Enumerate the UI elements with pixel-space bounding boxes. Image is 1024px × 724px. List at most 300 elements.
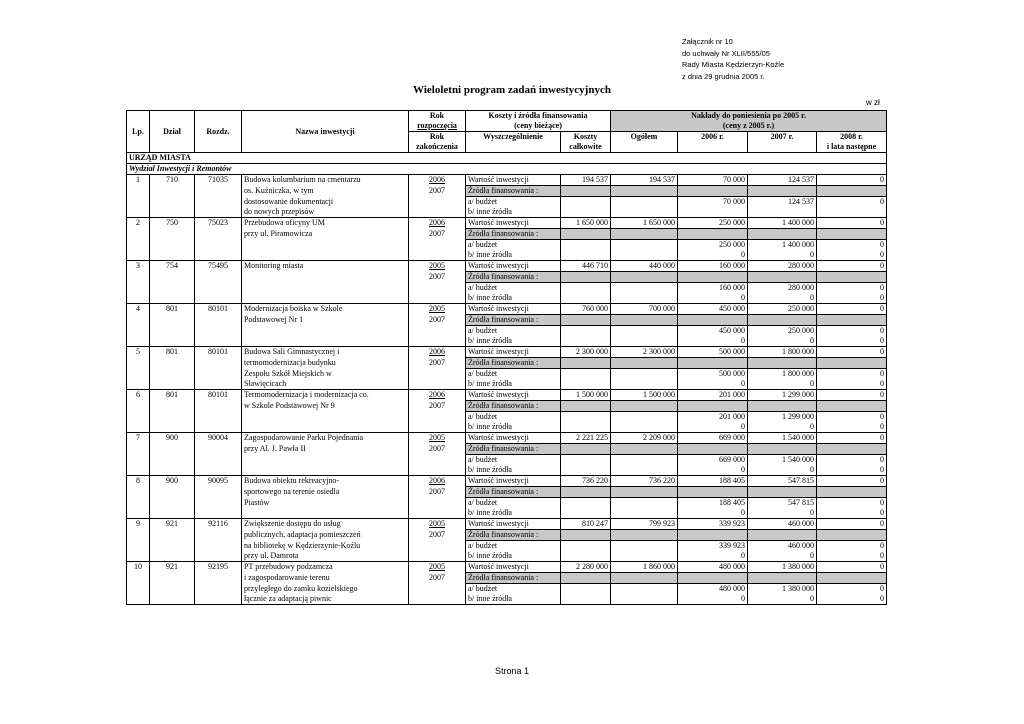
header-naklady-label: Nakłady do poniesienia po 2005 r.: [691, 111, 806, 120]
total-cost: 1 500 000: [561, 390, 611, 401]
investment-name: na bibliotekę w Kędzierzynie-Koźlu: [242, 541, 409, 552]
year-cell: [409, 584, 466, 595]
start-year: 2005: [409, 562, 466, 573]
shaded-cell: [611, 444, 678, 455]
label-inne: b/ inne źródła: [466, 293, 561, 304]
dzial-cell: 754: [150, 261, 195, 272]
label-budzet: a/ budżet: [466, 541, 561, 552]
other-2006: 0: [678, 336, 748, 347]
shaded-cell: [678, 358, 748, 369]
rozdz-cell: 92195: [195, 562, 242, 573]
table-row: [127, 175, 887, 186]
label-inne: b/ inne źródła: [466, 336, 561, 347]
year-cell: [409, 508, 466, 519]
shaded-cell: [561, 186, 611, 197]
other-2008: [817, 207, 887, 218]
outlay-cell: [611, 541, 678, 552]
rozdz-cell: [195, 573, 242, 584]
shaded-cell: [611, 315, 678, 326]
outlay-2008: 0: [817, 519, 887, 530]
budget-2006: 669 000: [678, 455, 748, 466]
outlay-total: 1 650 000: [611, 218, 678, 229]
end-year: 2007: [409, 444, 466, 455]
lp-cell: [127, 594, 150, 605]
shaded-cell: [561, 272, 611, 283]
outlay-total: 1 500 000: [611, 390, 678, 401]
annex-line: Załącznik nr 10: [682, 37, 733, 46]
rozdz-cell: [195, 283, 242, 294]
end-year: 2007: [409, 401, 466, 412]
other-2007: 0: [748, 336, 817, 347]
outlay-2008: 0: [817, 304, 887, 315]
outlay-cell: [611, 207, 678, 218]
total-cost: 810 247: [561, 519, 611, 530]
dzial-cell: 801: [150, 347, 195, 358]
rozdz-cell: 75495: [195, 261, 242, 272]
lp-cell: [127, 358, 150, 369]
start-year: 2006: [409, 347, 466, 358]
other-2007: 0: [748, 379, 817, 390]
cost-cell: [561, 541, 611, 552]
rozdz-cell: [195, 455, 242, 466]
table-row: [127, 594, 887, 605]
year-cell: [409, 551, 466, 562]
other-2008: 0: [817, 508, 887, 519]
investment-name: [242, 283, 409, 294]
investment-name: PT przebudowy podzamcza: [242, 562, 409, 573]
dzial-cell: [150, 455, 195, 466]
table-row: [127, 476, 887, 487]
label-zrodla: Źródła finansowania :: [466, 573, 561, 584]
outlay-total: 440 000: [611, 261, 678, 272]
total-cost: 1 650 000: [561, 218, 611, 229]
shaded-cell: [561, 444, 611, 455]
end-year: 2007: [409, 229, 466, 240]
outlay-total: 2 300 000: [611, 347, 678, 358]
label-inne: b/ inne źródła: [466, 465, 561, 476]
lp-cell: [127, 573, 150, 584]
label-budzet: a/ budżet: [466, 197, 561, 208]
shaded-cell: [611, 487, 678, 498]
header-lata-nastepne: i lata następne: [826, 142, 877, 151]
table-row: [127, 326, 887, 337]
budget-2007: 460 000: [748, 541, 817, 552]
label-wartosc: Wartość inwestycji: [466, 390, 561, 401]
outlay-2008: 0: [817, 347, 887, 358]
end-year: 2007: [409, 530, 466, 541]
shaded-cell: [817, 444, 887, 455]
label-budzet: a/ budżet: [466, 240, 561, 251]
other-2007: 0: [748, 594, 817, 605]
label-budzet: a/ budżet: [466, 412, 561, 423]
end-year: 2007: [409, 487, 466, 498]
label-zrodla: Źródła finansowania :: [466, 401, 561, 412]
year-cell: [409, 412, 466, 423]
shaded-cell: [678, 530, 748, 541]
year-cell: [409, 541, 466, 552]
lp-cell: [127, 250, 150, 261]
label-budzet: a/ budżet: [466, 455, 561, 466]
investment-name: [242, 412, 409, 423]
budget-2007: 1 380 000: [748, 584, 817, 595]
cost-cell: [561, 551, 611, 562]
shaded-cell: [611, 401, 678, 412]
other-2007: 0: [748, 465, 817, 476]
investment-name: os. Kuźniczka, w tym: [242, 186, 409, 197]
table-row: [127, 186, 887, 197]
other-2008: 0: [817, 594, 887, 605]
investment-name: w Szkole Podstawowej Nr 9: [242, 401, 409, 412]
investment-name: Budowa obiektu rekreacyjno-: [242, 476, 409, 487]
table-row: [127, 541, 887, 552]
lp-cell: 8: [127, 476, 150, 487]
other-2006: 0: [678, 551, 748, 562]
other-2008: 0: [817, 465, 887, 476]
dzial-cell: 921: [150, 519, 195, 530]
budget-2007: 1 800 000: [748, 369, 817, 380]
other-2007: [748, 207, 817, 218]
shaded-cell: [611, 573, 678, 584]
shaded-cell: [748, 358, 817, 369]
outlay-2007: 124 537: [748, 175, 817, 186]
dzial-cell: [150, 283, 195, 294]
investment-name: Termomodernizacja i modernizacja co.: [242, 390, 409, 401]
rozdz-cell: [195, 358, 242, 369]
shaded-cell: [561, 315, 611, 326]
label-zrodla: Źródła finansowania :: [466, 315, 561, 326]
rozdz-cell: [195, 250, 242, 261]
annex-line: z dnia 29 grudnia 2005 r.: [682, 71, 765, 81]
budget-2008: 0: [817, 283, 887, 294]
rozdz-cell: [195, 197, 242, 208]
dzial-cell: 801: [150, 390, 195, 401]
lp-cell: [127, 444, 150, 455]
department-title: Wydział Inwestycji i Remontów: [127, 164, 887, 175]
rozdz-cell: [195, 508, 242, 519]
lp-cell: [127, 186, 150, 197]
table-row: [127, 465, 887, 476]
outlay-cell: [611, 508, 678, 519]
budget-2008: 0: [817, 412, 887, 423]
label-wartosc: Wartość inwestycji: [466, 261, 561, 272]
table-row: [127, 315, 887, 326]
year-cell: [409, 240, 466, 251]
rozdz-cell: 80101: [195, 347, 242, 358]
rozdz-cell: [195, 315, 242, 326]
rozdz-cell: 71035: [195, 175, 242, 186]
lp-cell: [127, 541, 150, 552]
investment-name: [242, 422, 409, 433]
label-wartosc: Wartość inwestycji: [466, 175, 561, 186]
label-wartosc: Wartość inwestycji: [466, 218, 561, 229]
other-2008: 0: [817, 336, 887, 347]
currency-unit: w zł: [866, 98, 880, 107]
other-2007: 0: [748, 293, 817, 304]
shaded-cell: [561, 573, 611, 584]
cost-cell: [561, 508, 611, 519]
header-rok-end: [409, 132, 466, 153]
rozdz-cell: [195, 240, 242, 251]
dzial-cell: [150, 584, 195, 595]
outlay-total: 799 923: [611, 519, 678, 530]
dzial-cell: [150, 197, 195, 208]
total-cost: 446 710: [561, 261, 611, 272]
budget-2007: 1 540 000: [748, 455, 817, 466]
budget-2006: 250 000: [678, 240, 748, 251]
budget-2008: 0: [817, 584, 887, 595]
rozdz-cell: [195, 379, 242, 390]
table-row: [127, 551, 887, 562]
rozdz-cell: [195, 326, 242, 337]
dzial-cell: 750: [150, 218, 195, 229]
table-row: [127, 422, 887, 433]
budget-2007: 280 000: [748, 283, 817, 294]
year-cell: [409, 250, 466, 261]
lp-cell: [127, 197, 150, 208]
total-cost: 736 220: [561, 476, 611, 487]
other-2006: 0: [678, 379, 748, 390]
rozdz-cell: [195, 207, 242, 218]
dzial-cell: [150, 444, 195, 455]
header-zakonczenia: zakończenia: [416, 142, 458, 151]
outlay-2006: 669 000: [678, 433, 748, 444]
label-inne: b/ inne źródła: [466, 551, 561, 562]
header-rok-label: Rok: [429, 111, 445, 120]
shaded-cell: [817, 272, 887, 283]
shaded-cell: [561, 401, 611, 412]
investment-name: Sławięcicach: [242, 379, 409, 390]
label-inne: b/ inne źródła: [466, 422, 561, 433]
shaded-cell: [817, 186, 887, 197]
dzial-cell: [150, 315, 195, 326]
investment-name: publicznych, adaptacja pomieszczeń: [242, 530, 409, 541]
rozdz-cell: [195, 584, 242, 595]
outlay-2007: 1 800 000: [748, 347, 817, 358]
lp-cell: [127, 498, 150, 509]
label-budzet: a/ budżet: [466, 498, 561, 509]
investment-name: [242, 336, 409, 347]
budget-2006: 339 923: [678, 541, 748, 552]
rozdz-cell: [195, 369, 242, 380]
shaded-cell: [678, 186, 748, 197]
lp-cell: [127, 240, 150, 251]
dzial-cell: [150, 250, 195, 261]
header-lp: Lp.: [127, 111, 150, 153]
outlay-2007: 460 000: [748, 519, 817, 530]
rozdz-cell: [195, 498, 242, 509]
table-row: [127, 218, 887, 229]
shaded-cell: [817, 229, 887, 240]
dzial-cell: [150, 498, 195, 509]
rozdz-cell: [195, 412, 242, 423]
other-2006: 0: [678, 594, 748, 605]
outlay-cell: [611, 594, 678, 605]
label-wartosc: Wartość inwestycji: [466, 304, 561, 315]
lp-cell: [127, 551, 150, 562]
outlay-2007: 1 299 000: [748, 390, 817, 401]
dzial-cell: [150, 422, 195, 433]
investment-name: Monitoring miasta: [242, 261, 409, 272]
table-row: [127, 390, 887, 401]
other-2008: 0: [817, 551, 887, 562]
dzial-cell: [150, 272, 195, 283]
budget-2008: 0: [817, 541, 887, 552]
lp-cell: [127, 465, 150, 476]
label-zrodla: Źródła finansowania :: [466, 229, 561, 240]
dzial-cell: [150, 401, 195, 412]
investment-name: przy Al. J. Pawła II: [242, 444, 409, 455]
dzial-cell: 921: [150, 562, 195, 573]
cost-cell: [561, 498, 611, 509]
rozdz-cell: [195, 186, 242, 197]
cost-cell: [561, 283, 611, 294]
cost-cell: [561, 369, 611, 380]
outlay-2007: 1 540 000: [748, 433, 817, 444]
other-2008: 0: [817, 293, 887, 304]
start-year: 2005: [409, 261, 466, 272]
year-cell: [409, 326, 466, 337]
budget-2008: 0: [817, 498, 887, 509]
rozdz-cell: [195, 465, 242, 476]
investment-name: Zwiększenie dostępu do usług: [242, 519, 409, 530]
lp-cell: 4: [127, 304, 150, 315]
rozdz-cell: [195, 229, 242, 240]
table-row: [127, 379, 887, 390]
budget-2007: 124 537: [748, 197, 817, 208]
shaded-cell: [748, 573, 817, 584]
label-wartosc: Wartość inwestycji: [466, 433, 561, 444]
header-ogolem: Ogółem: [611, 132, 678, 153]
table-row: [127, 508, 887, 519]
label-wartosc: Wartość inwestycji: [466, 519, 561, 530]
year-cell: [409, 594, 466, 605]
investment-name: Budowa kolumbarium na cmentarzu: [242, 175, 409, 186]
budget-2006: 70 000: [678, 197, 748, 208]
header-ceny-biezace: (ceny bieżące): [514, 121, 562, 130]
rozdz-cell: [195, 401, 242, 412]
total-cost: 760 000: [561, 304, 611, 315]
table-row: [127, 401, 887, 412]
dzial-cell: [150, 369, 195, 380]
shaded-cell: [611, 530, 678, 541]
shaded-cell: [748, 487, 817, 498]
lp-cell: 6: [127, 390, 150, 401]
outlay-cell: [611, 422, 678, 433]
cost-cell: [561, 422, 611, 433]
investment-name: Piastów: [242, 498, 409, 509]
outlay-2007: 1 380 000: [748, 562, 817, 573]
outlay-total: 700 000: [611, 304, 678, 315]
year-cell: [409, 207, 466, 218]
budget-2006: 450 000: [678, 326, 748, 337]
table-row: [127, 261, 887, 272]
shaded-cell: [748, 401, 817, 412]
shaded-cell: [748, 530, 817, 541]
other-2006: [678, 207, 748, 218]
rozdz-cell: [195, 422, 242, 433]
outlay-cell: [611, 465, 678, 476]
shaded-cell: [817, 573, 887, 584]
budget-2006: 480 000: [678, 584, 748, 595]
header-rozdz: Rozdz.: [195, 111, 242, 153]
header-2008: [817, 132, 887, 153]
other-2007: 0: [748, 422, 817, 433]
dzial-cell: [150, 326, 195, 337]
budget-2007: 547 815: [748, 498, 817, 509]
shaded-cell: [561, 358, 611, 369]
investment-name: przyległego do zamku kozielskiego: [242, 584, 409, 595]
year-cell: [409, 336, 466, 347]
label-wartosc: Wartość inwestycji: [466, 562, 561, 573]
header-2007: 2007 r.: [748, 132, 817, 153]
dzial-cell: [150, 186, 195, 197]
budget-2006: 160 000: [678, 283, 748, 294]
outlay-cell: [611, 379, 678, 390]
shaded-cell: [748, 315, 817, 326]
label-wartosc: Wartość inwestycji: [466, 347, 561, 358]
outlay-total: 736 220: [611, 476, 678, 487]
lp-cell: 10: [127, 562, 150, 573]
label-budzet: a/ budżet: [466, 283, 561, 294]
dzial-cell: [150, 573, 195, 584]
dzial-cell: [150, 508, 195, 519]
lp-cell: [127, 412, 150, 423]
outlay-cell: [611, 455, 678, 466]
table-row: [127, 293, 887, 304]
shaded-cell: [611, 272, 678, 283]
table-row: [127, 584, 887, 595]
dzial-cell: 801: [150, 304, 195, 315]
cost-cell: [561, 412, 611, 423]
investment-name: przy ul. Damrota: [242, 551, 409, 562]
table-row: [127, 530, 887, 541]
budget-2008: 0: [817, 326, 887, 337]
lp-cell: [127, 315, 150, 326]
lp-cell: [127, 283, 150, 294]
outlay-2006: 160 000: [678, 261, 748, 272]
budget-2008: 0: [817, 369, 887, 380]
table-row: [127, 412, 887, 423]
table-row: [127, 229, 887, 240]
start-year: 2005: [409, 304, 466, 315]
shaded-cell: [678, 229, 748, 240]
table-row: [127, 444, 887, 455]
shaded-cell: [561, 487, 611, 498]
other-2006: 0: [678, 250, 748, 261]
other-2006: 0: [678, 293, 748, 304]
outlay-cell: [611, 326, 678, 337]
other-2008: 0: [817, 422, 887, 433]
investment-name: do nowych przepisów: [242, 207, 409, 218]
lp-cell: 2: [127, 218, 150, 229]
investment-table: [126, 110, 887, 605]
rozdz-cell: [195, 293, 242, 304]
investment-name: [242, 455, 409, 466]
header-2008-label: 2008 r.: [840, 132, 863, 141]
lp-cell: [127, 293, 150, 304]
start-year: 2006: [409, 175, 466, 186]
investment-name: Zespołu Szkół Miejskich w: [242, 369, 409, 380]
table-row: [127, 455, 887, 466]
cost-cell: [561, 465, 611, 476]
shaded-cell: [817, 487, 887, 498]
budget-2006: 188 405: [678, 498, 748, 509]
year-cell: [409, 465, 466, 476]
outlay-2006: 500 000: [678, 347, 748, 358]
header-koszty-zrodla: [466, 111, 611, 132]
lp-cell: 3: [127, 261, 150, 272]
header-dzial: Dział: [150, 111, 195, 153]
